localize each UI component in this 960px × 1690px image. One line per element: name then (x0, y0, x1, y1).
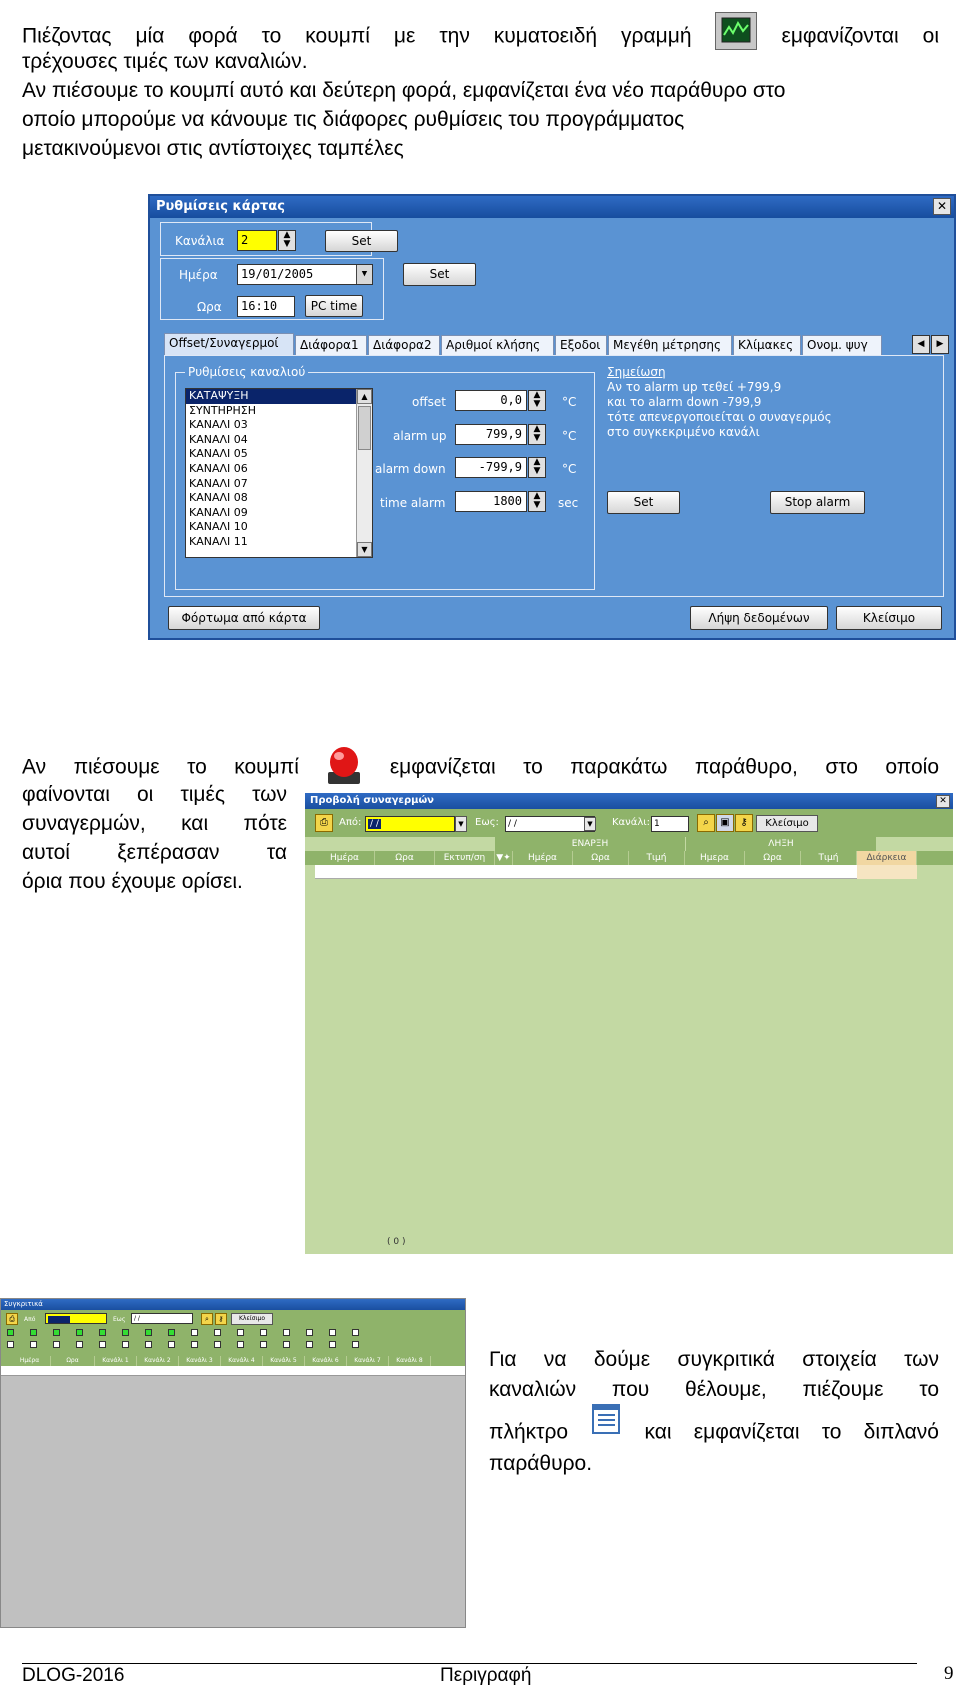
channel-checkbox[interactable] (352, 1341, 359, 1348)
channel-checkbox[interactable] (329, 1329, 336, 1336)
compare-line-4: παράθυρο. (489, 1452, 593, 1475)
from-dropdown-icon[interactable]: ▼ (455, 816, 467, 832)
intro-line-1-start: Πιέζοντας μία φορά το κουμπί με την κυματοειδή γραμμή (22, 24, 692, 48)
alarm-line-1-end: εμφανίζεται το παρακάτω παράθυρο, στο οποίο (389, 755, 939, 779)
footer-center: Περιγραφή (440, 1665, 532, 1686)
time-alarm-spinner[interactable]: ▲ ▼ (528, 491, 546, 512)
channel-checkbox[interactable] (76, 1329, 83, 1336)
alarm-line-2: φαίνονται οι τιμές των (22, 783, 287, 806)
time-alarm-label: time alarm (380, 496, 446, 510)
col-day: Ημέρα (315, 851, 375, 865)
footer-page-number: 9 (944, 1663, 954, 1684)
time-alarm-unit: sec (558, 496, 579, 510)
channel-select[interactable]: 1 (651, 816, 689, 832)
channel-checkbox[interactable] (122, 1329, 129, 1336)
offset-label: offset (412, 395, 446, 409)
channel-checkbox[interactable] (329, 1341, 336, 1348)
intro-line-4: οποίο μπορούμε να κάνουμε τις διάφορες ρυθμίσεις του προγράμματος (22, 108, 685, 131)
day-dropdown[interactable] (237, 264, 373, 285)
channels-input[interactable]: 2 (237, 230, 277, 251)
compare-empty-row[interactable] (1, 1366, 465, 1376)
offset-alarms-panel (164, 355, 944, 597)
channel-checkbox[interactable] (168, 1341, 175, 1348)
compare-col-channel: Κανάλι 4 (221, 1356, 263, 1366)
col-end-time: Ωρα (745, 851, 801, 865)
compare-col-channel: Κανάλι 5 (263, 1356, 305, 1366)
channel-checkbox[interactable] (53, 1329, 60, 1336)
channel-checkbox[interactable] (145, 1329, 152, 1336)
stop-alarm-button[interactable]: Stop alarm (770, 491, 865, 514)
alarm-line-1-start: Αν πιέσουμε το κουμπί (22, 755, 299, 779)
tab-scales[interactable]: Κλίμακες (733, 335, 801, 356)
compare-col-channel: Κανάλι 1 (95, 1356, 137, 1366)
col-print: Εκτυπ/ση (435, 851, 495, 865)
channel-list-item[interactable]: ΚΑΝΑΛΙ 03 (189, 418, 248, 432)
channel-list-item[interactable]: ΣΥΝΤΗΡΗΣΗ (189, 403, 257, 417)
tab-outputs[interactable]: Εξοδοι (555, 335, 607, 356)
channel-label: Κανάλι: (612, 817, 650, 828)
channel-checkbox[interactable] (352, 1329, 359, 1336)
card-settings-dialog (148, 194, 956, 640)
offset-spinner[interactable]: ▲ ▼ (528, 390, 546, 411)
alarm-down-label: alarm down (375, 462, 446, 476)
pc-time-button[interactable]: PC time (305, 295, 363, 317)
intro-line-1 (22, 18, 939, 47)
alarm-up-spinner[interactable]: ▲ ▼ (528, 424, 546, 445)
footer-rule (22, 1663, 917, 1664)
alarm-paragraph-rest (22, 780, 287, 896)
alarm-record-count: ( 0 ) (387, 1237, 406, 1247)
compare-line-2: καναλιών που θέλουμε, πιέζουμε το (489, 1378, 939, 1401)
compare-print-icon[interactable]: ⎙ (6, 1313, 18, 1325)
channel-checkbox[interactable] (237, 1329, 244, 1336)
channel-checkbox[interactable] (76, 1341, 83, 1348)
scroll-thumb[interactable] (358, 406, 371, 450)
alarm-empty-row[interactable] (315, 865, 917, 879)
compare-col-channel: Κανάλι 6 (305, 1356, 347, 1366)
intro-line-2: τρέχουσες τιμές των καναλιών. (22, 50, 308, 73)
compare-paragraph (489, 1345, 939, 1478)
dialog-title: Ρυθμίσεις κάρτας (150, 196, 954, 218)
alarm-column-header (305, 851, 953, 865)
channel-checkbox[interactable] (260, 1329, 267, 1336)
channel-settings-caption: Ρυθμίσεις καναλιού (185, 365, 308, 379)
footer-left: DLOG-2016 (22, 1665, 125, 1686)
channel-checkbox[interactable] (99, 1329, 106, 1336)
channel-checkbox[interactable] (30, 1341, 37, 1348)
tab-misc1[interactable]: Διάφορα1 (295, 335, 367, 356)
tab-phone-numbers[interactable]: Αριθμοί κλήσης (441, 335, 554, 356)
tab-measurement-units[interactable]: Μεγέθη μέτρησης (608, 335, 732, 356)
compare-line-3-start: πλήκτρο (489, 1420, 569, 1444)
alarm-close-button[interactable]: Κλείσιμο (756, 815, 818, 832)
to-dropdown-icon[interactable]: ▼ (584, 817, 596, 831)
channel-checkbox[interactable] (168, 1329, 175, 1336)
compare-col-time: Ωρα (51, 1356, 95, 1366)
compare-col-day: Ημέρα (9, 1356, 51, 1366)
alarm-up-unit: °C (562, 429, 577, 443)
channel-checkbox[interactable] (145, 1341, 152, 1348)
from-value: / / (370, 819, 379, 829)
tab-misc2[interactable]: Διάφορα2 (368, 335, 440, 356)
channel-checkbox[interactable] (122, 1341, 129, 1348)
alarm-line-4: αυτοί ξεπέρασαν τα (22, 841, 287, 864)
alarm-down-spinner[interactable]: ▲ ▼ (528, 457, 546, 478)
channel-checkbox[interactable] (7, 1341, 14, 1348)
intro-paragraph (22, 18, 939, 163)
intro-line-1-end: εμφανίζονται οι (781, 24, 939, 48)
day-set-button[interactable]: Set (403, 263, 476, 286)
col-start-time: Ωρα (573, 851, 629, 865)
channel-checkbox[interactable] (306, 1329, 313, 1336)
col-start-day: Ημέρα (513, 851, 573, 865)
from-input[interactable] (365, 816, 455, 832)
compare-line-1: Για να δούμε συγκριτικά στοιχεία των (489, 1348, 939, 1371)
intro-line-5: μετακινούμενοι στις αντίστοιχες ταμπέλες (22, 137, 404, 160)
compare-close-button[interactable]: Κλείσιμο (231, 1313, 273, 1325)
offset-unit: °C (562, 395, 577, 409)
compare-window-title: Συγκριτικά (1, 1299, 465, 1310)
compare-line-3 (489, 1405, 939, 1449)
tab-scroll-left-icon[interactable]: ◀ (912, 335, 930, 354)
channels-spinner[interactable]: ▲ ▼ (278, 230, 296, 251)
compare-col-channel: Κανάλι 7 (347, 1356, 389, 1366)
channel-checkbox[interactable] (283, 1341, 290, 1348)
channel-list-item[interactable]: ΚΑΝΑΛΙ 07 (189, 476, 248, 490)
compare-col-channel: Κανάλι 8 (389, 1356, 431, 1366)
col-start-value: Τιμή (629, 851, 685, 865)
scroll-down-icon[interactable]: ▼ (357, 542, 372, 557)
channel-checkbox[interactable] (30, 1329, 37, 1336)
offset-input[interactable]: 0,0 (455, 390, 527, 411)
note-title: Σημείωση (607, 365, 666, 379)
print-icon[interactable]: ⎙ (315, 814, 333, 832)
from-label: Από: (339, 817, 362, 828)
close-button[interactable]: Κλείσιμο (836, 606, 942, 630)
compare-to-input[interactable]: / / (131, 1313, 193, 1324)
channel-checkbox[interactable] (7, 1329, 14, 1336)
time-input[interactable]: 16:10 (237, 296, 295, 317)
day-label: Ημέρα (179, 268, 218, 282)
channel-set-button[interactable]: Set (607, 491, 680, 514)
alarm-down-unit: °C (562, 462, 577, 476)
search-icon[interactable]: ⌕ (697, 814, 715, 832)
channel-checkbox[interactable] (191, 1329, 198, 1336)
alarm-empty-row-duration (857, 865, 917, 879)
channel-list-item[interactable]: ΚΑΝΑΛΙ 10 (189, 520, 248, 534)
alarm-line-3: συναγερμών, και πότε (22, 812, 287, 835)
to-input[interactable]: / / (505, 816, 595, 832)
tab-fridge-names[interactable]: Ονομ. ψυγ (802, 335, 882, 356)
time-label: Ωρα (197, 300, 222, 314)
channel-checkbox[interactable] (306, 1341, 313, 1348)
channel-checkbox[interactable] (214, 1329, 221, 1336)
channel-checkbox[interactable] (283, 1329, 290, 1336)
close-icon[interactable]: ✕ (933, 198, 951, 215)
channel-list-scrollbar[interactable] (356, 389, 372, 557)
channel-checkbox[interactable] (237, 1341, 244, 1348)
channels-label: Κανάλια (175, 234, 225, 248)
channel-list-items (186, 389, 372, 550)
channel-checkbox[interactable] (214, 1341, 221, 1348)
channel-list-item[interactable]: ΚΑΝΑΛΙ 11 (189, 534, 248, 548)
channel-list-item[interactable]: ΚΑΝΑΛΙ 08 (189, 491, 248, 505)
alarm-close-icon[interactable]: ✕ (936, 795, 950, 808)
tab-scroll-right-icon[interactable]: ▶ (931, 335, 949, 354)
alarm-up-label: alarm up (393, 429, 447, 443)
key-icon[interactable]: ⚷ (735, 814, 753, 832)
alarm-view-window (305, 793, 953, 1254)
compare-from-label: Από (24, 1316, 36, 1323)
compare-search-icon[interactable]: ⌕ (201, 1313, 213, 1325)
chevron-down-icon[interactable]: ▼ (356, 265, 372, 284)
channel-checkbox[interactable] (53, 1341, 60, 1348)
alarm-paragraph-line-1 (22, 750, 939, 780)
alarm-down-input[interactable]: -799,9 (455, 457, 527, 478)
get-data-button[interactable]: Λήψη δεδομένων (690, 606, 828, 630)
list-button-icon (590, 1403, 622, 1435)
waveform-button-icon (715, 12, 757, 50)
alarm-toolbar (305, 809, 953, 837)
compare-col-channel: Κανάλι 2 (137, 1356, 179, 1366)
alarm-line-5: όρια που έχουμε ορίσει. (22, 870, 243, 893)
channel-list[interactable] (185, 388, 373, 558)
compare-header (1, 1356, 465, 1366)
compare-key-icon[interactable]: ⚷ (215, 1313, 227, 1325)
col-time: Ωρα (375, 851, 435, 865)
compare-line-3-end: και εμφανίζεται το διπλανό (644, 1420, 939, 1444)
compare-window (0, 1298, 466, 1628)
channel-list-item[interactable]: ΚΑΤΑΨΥΞΗ (186, 389, 356, 404)
to-label: Εως: (475, 817, 499, 828)
save-icon[interactable]: ▣ (716, 814, 734, 832)
compare-col-channel: Κανάλι 3 (179, 1356, 221, 1366)
compare-to-label: Εως (113, 1316, 126, 1323)
day-value: 19/01/2005 (241, 267, 314, 281)
compare-from-selection (48, 1316, 70, 1323)
end-group-header: ΛΗΞΗ (686, 837, 876, 851)
compare-from-input[interactable] (45, 1313, 107, 1324)
col-end-day: Ημερα (685, 851, 745, 865)
col-duration: Διάρκεια (857, 851, 917, 865)
col-marker: ▼✦ (495, 851, 513, 865)
channel-list-item[interactable]: ΚΑΝΑΛΙ 06 (189, 461, 248, 475)
intro-line-3: Αν πιέσουμε το κουμπί αυτό και δεύτερη φορά, εμφανίζεται ένα νέο παράθυρο στο (22, 79, 786, 102)
channel-list-item[interactable]: ΚΑΝΑΛΙ 05 (189, 447, 248, 461)
compare-toolbar (1, 1310, 465, 1356)
alarm-up-input[interactable]: 799,9 (455, 424, 527, 445)
load-from-card-button[interactable]: Φόρτωμα από κάρτα (168, 606, 320, 630)
settings-tabs (164, 335, 944, 356)
start-group-header: ΕΝΑΡΞΗ (495, 837, 685, 851)
scroll-up-icon[interactable]: ▲ (357, 389, 372, 404)
red-alarm-button-icon (326, 744, 362, 780)
channel-checkbox[interactable] (191, 1341, 198, 1348)
alarm-group-header (305, 837, 953, 851)
channel-list-item[interactable]: ΚΑΝΑΛΙ 04 (189, 432, 248, 446)
alarm-window-title: Προβολή συναγερμών (305, 793, 953, 809)
note-text: Αν το alarm up τεθεί +799,9 και το alarm down -799,9 τότε απενεργοποιείται ο συναγερμός στο συγκεκριμένο κανάλι (607, 380, 832, 439)
col-end-value: Τιμή (801, 851, 857, 865)
channel-list-item[interactable]: ΚΑΝΑΛΙ 09 (189, 505, 248, 519)
channel-checkbox[interactable] (99, 1341, 106, 1348)
channel-checkbox[interactable] (260, 1341, 267, 1348)
time-alarm-input[interactable]: 1800 (455, 491, 527, 512)
channels-set-button[interactable]: Set (325, 230, 398, 252)
tab-offset-alarms[interactable]: Offset/Συναγερμοί (164, 333, 294, 357)
